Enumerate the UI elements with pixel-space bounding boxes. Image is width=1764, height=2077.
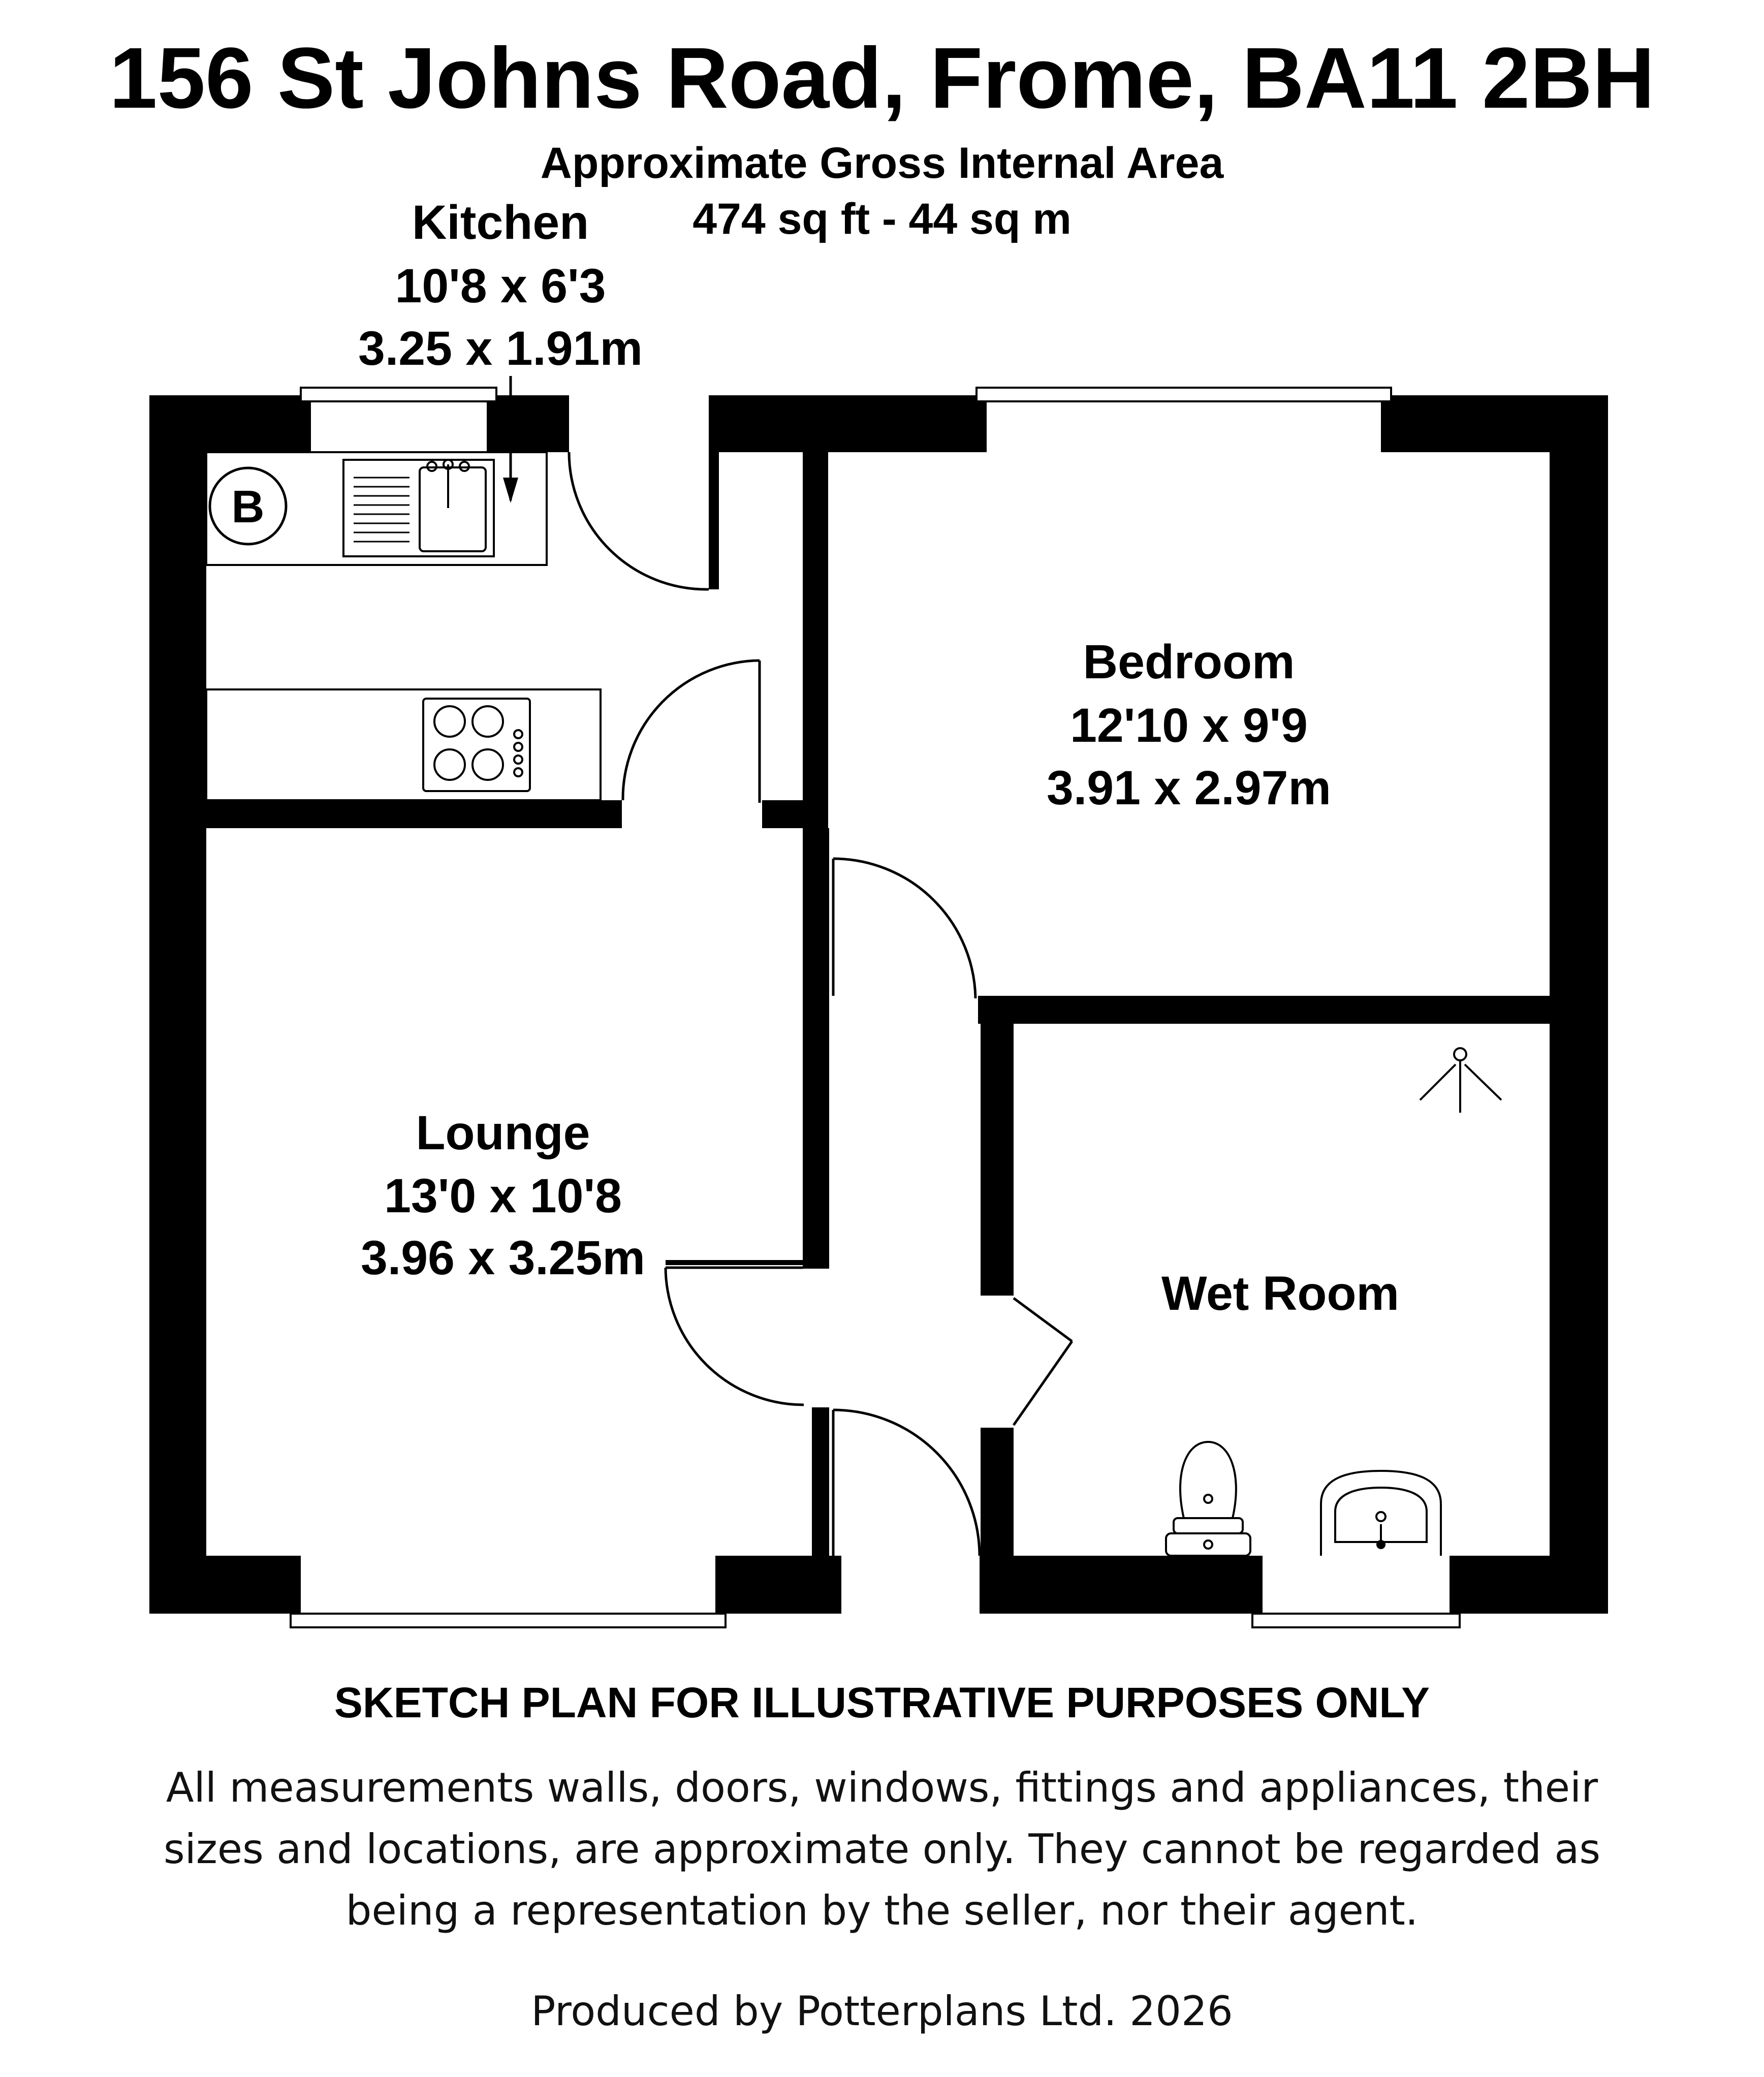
- kitchen-imperial: 10'8 x 6'3: [395, 259, 606, 313]
- kitchen-worktop-bottom: [206, 689, 601, 800]
- kitchen-sink: [343, 460, 494, 556]
- area-label: Approximate Gross Internal Area: [540, 139, 1224, 187]
- kitchen-metric: 3.25 x 1.91m: [358, 322, 643, 375]
- toilet: [1166, 1442, 1250, 1556]
- disclaimer-heading: SKETCH PLAN FOR ILLUSTRATIVE PURPOSES ONLY: [334, 1679, 1430, 1726]
- lounge-metric: 3.96 x 3.25m: [361, 1231, 645, 1285]
- disclaimer-line-1: All measurements walls, doors, windows, fittings and appliances, their: [166, 1764, 1598, 1811]
- hob: [423, 699, 530, 791]
- boiler-label: B: [231, 482, 265, 532]
- bedroom-name: Bedroom: [1083, 635, 1295, 689]
- disclaimer-line-3: being a representation by the seller, nor their agent.: [345, 1887, 1419, 1934]
- bedroom-imperial: 12'10 x 9'9: [1070, 699, 1308, 752]
- bedroom-metric: 3.91 x 2.97m: [1047, 761, 1331, 815]
- wash-basin: [1321, 1471, 1441, 1556]
- property-address: 156 St Johns Road, Frome, BA11 2BH: [109, 30, 1655, 127]
- boiler: [210, 468, 286, 544]
- disclaimer-line-2: sizes and locations, are approximate only. They cannot be regarded as: [163, 1826, 1601, 1873]
- lounge-name: Lounge: [416, 1106, 590, 1160]
- wet-room-name: Wet Room: [1161, 1267, 1399, 1320]
- lounge-imperial: 13'0 x 10'8: [384, 1169, 622, 1223]
- internal-walls: [206, 452, 1550, 1556]
- shower: [1420, 1048, 1501, 1113]
- producer-credit: Produced by Potterplans Ltd. 2026: [531, 1988, 1233, 2035]
- kitchen-name: Kitchen: [412, 196, 589, 249]
- area-value: 474 sq ft - 44 sq m: [692, 195, 1072, 243]
